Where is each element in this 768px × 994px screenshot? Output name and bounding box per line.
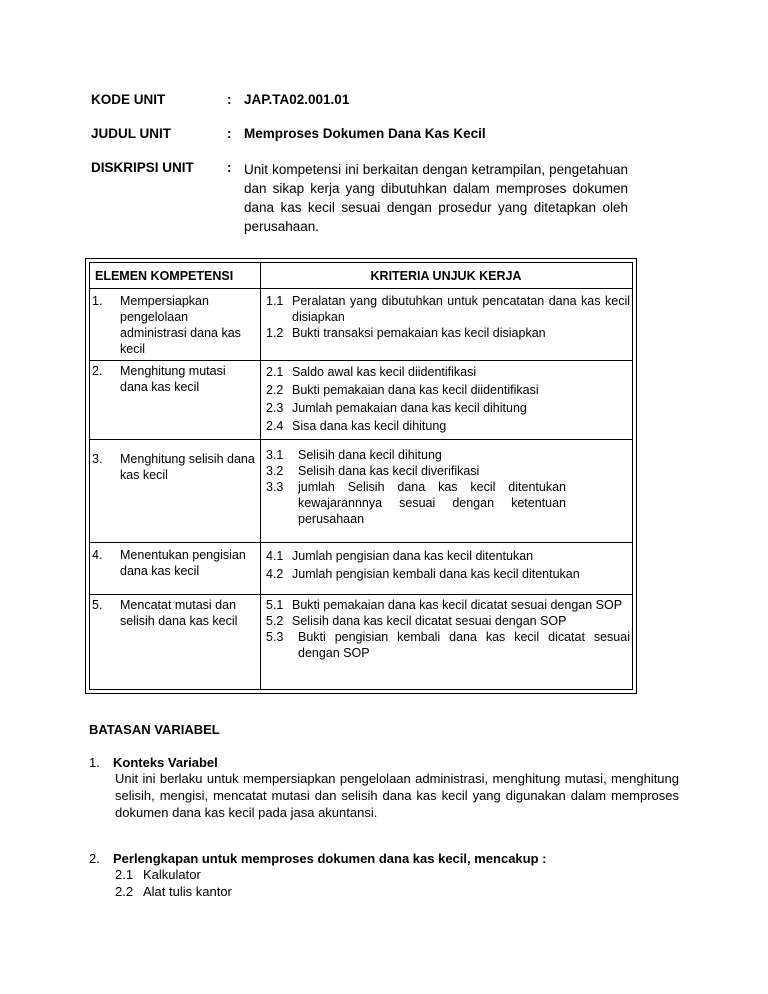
criteria-text: Peralatan yang dibutuhkan untuk pencatatan dana kas kecil disiapkan	[292, 294, 630, 324]
list-item	[115, 866, 679, 883]
criteria-item	[266, 325, 630, 341]
list-item	[115, 883, 679, 900]
criteria-number: 1.2	[266, 326, 284, 340]
criteria-item	[266, 597, 630, 613]
section-body: Unit ini berlaku untuk mempersiapkan pengelolaan administrasi, menghitung mutasi, menghitung selisih, mengisi, mencatat mutasi dan selisih dana kas kecil yang digunakan dalam memproses dokumen dana kas kecil pada jasa akuntansi.	[115, 771, 679, 820]
row-number: 3.	[92, 452, 103, 466]
criteria-number: 5.1	[266, 598, 284, 612]
table-row-4-criteria	[266, 547, 630, 583]
criteria-item	[266, 463, 630, 479]
col-header-elemen: ELEMEN KOMPETENSI	[95, 269, 234, 283]
criteria-item	[266, 565, 630, 583]
criteria-text: jumlah Selisih dana kas kecil ditentukan kewajarannnya sesuai dengan ketentuan perusahaan	[298, 480, 566, 526]
criteria-text: Selisih dana kas kecil dicatat sesuai dengan SOP	[292, 614, 567, 628]
criteria-text: Selisih dana kas kecil diverifikasi	[298, 464, 480, 478]
perlengkapan-section	[89, 851, 679, 900]
element-text: Menentukan pengisian dana kas kecil	[120, 548, 246, 578]
criteria-item	[266, 363, 630, 381]
table-row-2-criteria	[266, 363, 630, 435]
criteria-number: 1.1	[266, 294, 284, 308]
table-row-3-criteria	[266, 447, 630, 527]
list-item-number: 2.1	[115, 867, 134, 882]
criteria-number: 5.2	[266, 614, 284, 628]
criteria-item	[266, 613, 630, 629]
element-text: Mencatat mutasi dan selisih dana kas kecil	[120, 598, 238, 628]
criteria-item	[266, 447, 630, 463]
row-divider-3	[90, 542, 632, 543]
criteria-number: 4.1	[266, 549, 284, 563]
criteria-item	[266, 399, 630, 417]
element-text: Menghitung mutasi dana kas kecil	[120, 364, 226, 394]
konteks-variabel-section	[89, 755, 679, 821]
table-row-5-element	[92, 597, 256, 629]
criteria-number: 5.3	[266, 630, 284, 644]
criteria-number: 2.4	[266, 419, 284, 433]
criteria-item	[266, 381, 630, 399]
element-text: Menghitung selisih dana kas kecil	[120, 452, 255, 482]
competency-table-inner	[89, 262, 633, 690]
row-divider-1	[90, 360, 632, 361]
competency-table	[85, 258, 637, 694]
deskripsi-unit-colon: :	[227, 160, 232, 175]
criteria-text: Bukti pemakaian dana kas kecil dicatat sesuai dengan SOP	[292, 598, 623, 612]
criteria-number: 2.3	[266, 401, 284, 415]
criteria-text: Jumlah pengisian dana kas kecil ditentukan	[292, 549, 534, 563]
judul-unit-colon: :	[227, 126, 232, 141]
section-heading: Konteks Variabel	[113, 755, 218, 770]
header-divider	[90, 288, 632, 289]
deskripsi-unit-label: DISKRIPSI UNIT	[91, 160, 194, 175]
judul-unit-label: JUDUL UNIT	[91, 126, 172, 141]
criteria-text: Bukti transaksi pemakaian kas kecil disiapkan	[292, 326, 546, 340]
criteria-item	[266, 293, 630, 325]
deskripsi-unit-value: Unit kompetensi ini berkaitan dengan ketrampilan, pengetahuan dan sikap kerja yang dibutuhkan dalam memproses dokumen dana kas kecil sesuai dengan prosedur yang ditetapkan oleh perusahaan.	[244, 162, 628, 234]
criteria-item	[266, 417, 630, 435]
row-number: 5.	[92, 598, 103, 612]
section-number: 2.	[89, 851, 100, 866]
criteria-number: 2.2	[266, 383, 284, 397]
criteria-number: 2.1	[266, 365, 284, 379]
criteria-number: 3.1	[266, 448, 284, 462]
section-number: 1.	[89, 755, 100, 770]
kode-unit-value: JAP.TA02.001.01	[244, 92, 350, 107]
criteria-item	[266, 479, 566, 527]
row-number: 4.	[92, 548, 103, 562]
kode-unit-label: KODE UNIT	[91, 92, 166, 107]
criteria-number: 4.2	[266, 567, 284, 581]
criteria-item	[266, 547, 630, 565]
column-divider	[260, 263, 261, 689]
list-item-text: Kalkulator	[143, 867, 201, 882]
criteria-number: 3.2	[266, 464, 284, 478]
criteria-text: Bukti pemakaian dana kas kecil diidentifikasi	[292, 383, 539, 397]
judul-unit-value: Memproses Dokumen Dana Kas Kecil	[244, 126, 486, 141]
row-number: 1.	[92, 294, 103, 308]
kode-unit-colon: :	[227, 92, 232, 107]
section-heading: Perlengkapan untuk memproses dokumen dana kas kecil, mencakup :	[113, 851, 547, 866]
criteria-text: Sisa dana kas kecil dihitung	[292, 419, 447, 433]
list-item-number: 2.2	[115, 884, 134, 899]
table-row-5-criteria	[266, 597, 630, 661]
criteria-text: Saldo awal kas kecil diidentifikasi	[292, 365, 477, 379]
table-row-4-element	[92, 547, 256, 579]
row-divider-4	[90, 594, 632, 595]
table-row-2-element	[92, 363, 256, 395]
criteria-item	[266, 629, 630, 661]
criteria-number: 3.3	[266, 480, 284, 494]
table-row-1-element	[92, 293, 256, 357]
criteria-text: Bukti pengisian kembali dana kas kecil dicatat sesuai dengan SOP	[298, 630, 630, 660]
row-number: 2.	[92, 364, 103, 378]
batasan-variabel-title: BATASAN VARIABEL	[89, 722, 220, 737]
criteria-text: Selisih dana kecil dihitung	[298, 448, 442, 462]
criteria-text: Jumlah pemakaian dana kas kecil dihitung	[292, 401, 527, 415]
list-item-text: Alat tulis kantor	[143, 884, 232, 899]
table-row-1-criteria	[266, 293, 630, 341]
element-text: Mempersiapkan pengelolaan administrasi dana kas kecil	[120, 294, 241, 356]
col-header-kriteria: KRITERIA UNJUK KERJA	[370, 269, 522, 283]
table-row-3-element	[92, 451, 256, 483]
criteria-text: Jumlah pengisian kembali dana kas kecil ditentukan	[292, 567, 580, 581]
row-divider-2	[90, 439, 632, 440]
